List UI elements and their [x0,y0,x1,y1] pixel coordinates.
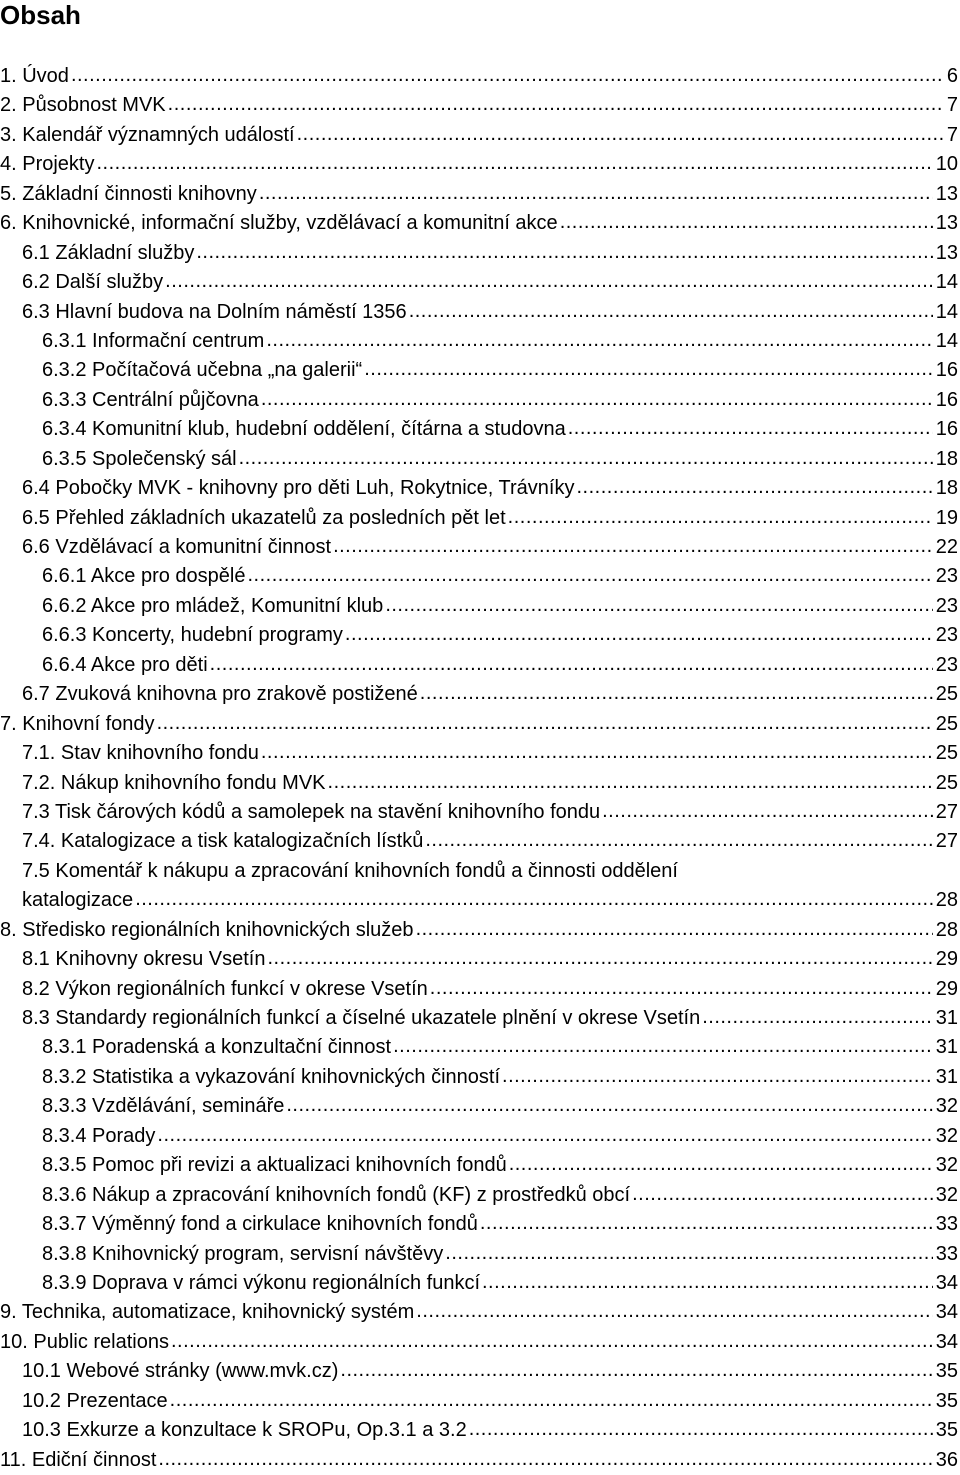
toc-entry-line [22,739,960,768]
toc-entry[interactable] [0,769,960,798]
toc-entry-page-number: 32 [935,1124,958,1147]
toc-entry-page-number: 28 [935,918,958,941]
leader-dots [259,179,933,208]
toc-entry-line [0,710,960,739]
toc-entry-label: 6.3.3 Centrální půjčovna [42,388,259,411]
toc-entry-page-number: 14 [935,300,958,323]
leader-dots [416,915,933,944]
toc-entry-page-number: 32 [935,1183,958,1206]
leader-dots [210,650,933,679]
leader-dots [393,1032,933,1061]
leader-dots [135,885,933,914]
toc-entry-label: 8.3.3 Vzdělávání, semináře [42,1095,285,1118]
toc-entry-page-number: 33 [935,1213,958,1236]
toc-entry[interactable] [0,445,960,474]
toc-entry[interactable] [0,209,960,238]
toc-entry[interactable] [0,62,960,91]
table-of-contents [0,62,960,1475]
toc-entry-label: 8.3.1 Poradenská a konzultační činnost [42,1036,392,1059]
toc-entry-line [0,1328,960,1357]
toc-entry-page-number: 23 [935,565,958,588]
toc-entry-label: 10.3 Exkurze a konzultace k SROPu, Op.3.1 a 3.2 [22,1419,467,1442]
toc-entry-label: 6.3.1 Informační centrum [42,329,265,352]
toc-entry-page-number: 16 [935,359,958,382]
leader-dots [266,326,932,355]
toc-entry-page-number: 23 [935,624,958,647]
toc-entry-line [42,1122,960,1151]
toc-entry[interactable] [0,415,960,444]
toc-entry[interactable] [0,474,960,503]
toc-entry[interactable] [0,1240,960,1269]
toc-entry-page-number: 7 [946,94,958,117]
toc-entry-line [42,445,960,474]
leader-dots [425,826,932,855]
toc-entry-line [42,562,960,591]
leader-dots [261,738,933,767]
toc-entry-line [42,1033,960,1062]
toc-entry[interactable] [0,1357,960,1386]
toc-entry[interactable] [0,239,960,268]
toc-entry-line [0,1446,960,1475]
toc-entry[interactable] [0,1446,960,1475]
toc-entry-page-number: 22 [935,536,958,558]
toc-entry-label: 7.4. Katalogizace a tisk katalogizačních lístků [22,830,424,853]
toc-entry-page-number: 35 [935,1360,958,1383]
toc-entry-label: 6.1 Základní služby [22,241,195,264]
toc-entry[interactable] [0,1298,960,1327]
toc-entry-label: 8.3.2 Statistika a vykazování knihovnických činností [42,1065,501,1088]
toc-entry-label: 6.6.2 Akce pro mládež, Komunitní klub [42,594,384,617]
toc-entry-label: 7. Knihovní fondy [0,712,155,735]
leader-dots [340,1356,932,1385]
toc-entry[interactable] [0,651,960,680]
toc-entry-line [42,415,960,444]
toc-entry[interactable] [0,150,960,179]
toc-entry-page-number: 14 [935,329,958,352]
toc-entry-line [42,1092,960,1121]
toc-entry-page-number: 25 [935,771,958,794]
toc-entry-line [0,209,960,238]
toc-entry-label: 6.3 Hlavní budova na Dolním náměstí 1356 [22,300,407,323]
toc-entry-line [22,1004,960,1033]
toc-entry-line [22,827,960,856]
leader-dots [247,561,932,590]
toc-entry-line [22,886,960,915]
leader-dots [420,679,933,708]
toc-entry-label: 4. Projekty [0,153,95,176]
toc-entry[interactable] [0,1092,960,1121]
leader-dots [345,620,933,649]
toc-entry-page-number: 27 [935,830,958,853]
toc-entry-line [22,268,960,297]
toc-entry-label: 10. Public relations [0,1330,169,1353]
leader-dots [267,944,932,973]
toc-entry-page-number: 16 [935,418,958,441]
toc-entry[interactable] [0,533,960,562]
leader-dots [482,1268,933,1297]
toc-entry-label: 5. Základní činnosti knihovny [0,182,257,205]
toc-entry[interactable] [0,91,960,120]
leader-dots [445,1239,932,1268]
toc-entry[interactable] [0,1122,960,1151]
leader-dots [157,709,933,738]
toc-entry-page-number: 34 [935,1301,958,1324]
leader-dots [632,1180,933,1209]
toc-entry-label: 6.6.4 Akce pro děti [42,653,208,676]
leader-dots [196,238,932,267]
toc-entry-page-number: 14 [935,271,958,294]
leader-dots [96,149,932,178]
toc-entry-line [0,916,960,945]
toc-entry-line [22,504,960,533]
toc-entry-label: 8.3.9 Doprava v rámci výkonu regionálních funkcí [42,1271,480,1294]
leader-dots [171,1327,933,1356]
toc-entry[interactable] [0,710,960,739]
leader-dots [364,355,933,384]
toc-entry-line [42,1240,960,1269]
toc-entry-page-number: 27 [935,800,958,823]
toc-entry-label: 8.3.4 Porady [42,1124,156,1147]
toc-entry-page-number: 31 [935,1036,958,1059]
leader-dots [469,1415,933,1444]
toc-entry[interactable] [0,1004,960,1033]
toc-entry[interactable] [0,1210,960,1239]
toc-entry-label: 10.1 Webové stránky (www.mvk.cz) [22,1360,339,1383]
leader-dots [568,414,933,443]
toc-entry[interactable] [0,180,960,209]
toc-entry-page-number: 35 [935,1419,958,1442]
leader-dots [71,61,944,90]
leader-dots [560,208,933,237]
leader-dots [430,974,933,1003]
toc-entry-page-number: 29 [935,977,958,1000]
toc-entry-page-number: 25 [935,683,958,706]
toc-entry-page-number: 31 [935,1007,958,1029]
leader-dots [602,797,933,826]
toc-entry[interactable] [0,1416,960,1445]
toc-entry-line [42,1269,960,1298]
toc-entry[interactable] [0,1387,960,1416]
toc-entry-label: katalogizace [22,889,134,912]
toc-entry-page-number: 36 [935,1448,958,1471]
leader-dots [328,768,933,797]
toc-entry-label: 11. Ediční činnost [0,1448,157,1471]
toc-entry[interactable] [0,298,960,327]
toc-entry-page-number: 6 [946,65,958,87]
toc-entry-page-number: 25 [935,712,958,735]
toc-entry-line [22,798,960,827]
toc-entry-line [0,180,960,209]
leader-dots [157,1121,932,1150]
toc-entry-label: 6.3.2 Počítačová učebna „na galerii“ [42,359,363,382]
toc-entry-line [22,239,960,268]
leader-dots [261,385,933,414]
toc-entry-line [22,680,960,709]
toc-entry[interactable] [0,827,960,856]
toc-entry-line [22,298,960,327]
toc-entry-line [22,1357,960,1386]
toc-entry-page-number: 23 [935,594,958,617]
leader-dots [702,1003,933,1032]
toc-entry-label: 6.5 Přehled základních ukazatelů za posledních pět let [22,506,506,529]
leader-dots [158,1445,932,1474]
toc-entry-label: 8.1 Knihovny okresu Vsetín [22,948,266,971]
leader-dots [509,1150,933,1179]
toc-entry-label: 10.2 Prezentace [22,1389,168,1412]
leader-dots [576,473,932,502]
toc-entry-line [42,1181,960,1210]
toc-entry[interactable] [0,916,960,945]
toc-entry-line [42,386,960,415]
toc-entry-line [42,1210,960,1239]
toc-entry-page-number: 13 [935,182,958,205]
toc-entry[interactable] [0,1033,960,1062]
toc-entry-page-number: 25 [935,742,958,765]
toc-entry-page-number: 10 [935,153,958,176]
toc-entry[interactable] [0,975,960,1004]
toc-entry-label: 8.3.8 Knihovnický program, servisní návštěvy [42,1242,444,1265]
toc-entry-label: 7.1. Stav knihovního fondu [22,742,259,765]
toc-entry[interactable] [0,386,960,415]
toc-entry-label[interactable]: 7.5 Komentář k nákupu a zpracování knihovních fondů a činnosti oddělení [22,859,678,882]
toc-entry[interactable] [0,504,960,533]
toc-entry-line [0,62,960,91]
toc-entry-line [42,1151,960,1180]
toc-entry-line [0,91,960,120]
toc-entry[interactable] [0,1063,960,1092]
toc-entry-page-number: 28 [935,889,958,912]
toc-entry[interactable] [0,356,960,385]
page-title: Obsah [0,0,81,30]
leader-dots [508,503,933,532]
toc-entry-line [42,356,960,385]
toc-entry-label: 1. Úvod [0,65,69,87]
toc-entry-page-number: 13 [935,212,958,235]
toc-entry[interactable] [0,1151,960,1180]
toc-entry[interactable] [0,121,960,150]
toc-entry-page-number: 16 [935,388,958,411]
toc-entry-line [22,1416,960,1445]
toc-entry-label: 6.3.4 Komunitní klub, hudební oddělení, čítárna a studovna [42,418,566,441]
toc-entry[interactable] [0,1328,960,1357]
toc-entry[interactable] [0,1269,960,1298]
toc-entry-line [42,621,960,650]
toc-entry-page-number: 34 [935,1330,958,1353]
leader-dots [168,90,944,119]
leader-dots [239,444,933,473]
toc-entry[interactable] [0,739,960,768]
toc-entry-page-number: 33 [935,1242,958,1265]
toc-entry-line [22,975,960,1004]
toc-entry-page-number: 34 [935,1271,958,1294]
leader-dots [416,1297,932,1326]
toc-entry-label: 6.6.1 Akce pro dospělé [42,565,246,588]
toc-entry-page-number: 18 [935,447,958,470]
toc-entry-line [22,769,960,798]
leader-dots [333,532,933,561]
leader-dots [165,267,933,296]
toc-entry-line [0,1298,960,1327]
toc-entry-label: 6.7 Zvuková knihovna pro zrakově postižené [22,683,418,706]
leader-dots [297,120,944,149]
toc-entry-line [42,592,960,621]
toc-entry-line [42,327,960,356]
leader-dots [502,1062,933,1091]
toc-entry-label: 6.6 Vzdělávací a komunitní činnost [22,536,332,558]
toc-entry-page-number: 29 [935,948,958,971]
leader-dots [170,1386,933,1415]
toc-entry-label: 7.3 Tisk čárových kódů a samolepek na stavění knihovního fondu [22,800,601,823]
toc-entry-line [22,533,960,562]
toc-entry[interactable] [0,268,960,297]
toc-entry-label: 6. Knihovnické, informační služby, vzdělávací a komunitní akce [0,212,558,235]
toc-entry-line [22,945,960,974]
toc-entry-page-number: 23 [935,653,958,676]
leader-dots [385,591,932,620]
toc-entry-label: 6.2 Další služby [22,271,164,294]
toc-entry-line [42,651,960,680]
toc-entry-label: 8.3 Standardy regionálních funkcí a číselné ukazatele plnění v okrese Vsetín [22,1007,701,1029]
leader-dots [409,297,933,326]
toc-entry[interactable] [0,621,960,650]
toc-entry-line [0,121,960,150]
toc-entry-line [0,150,960,179]
toc-entry-label: 6.3.5 Společenský sál [42,447,237,470]
toc-entry-page-number: 13 [935,241,958,264]
toc-entry[interactable] [0,680,960,709]
toc-entry-page-number: 19 [935,506,958,529]
toc-entry-label: 6.6.3 Koncerty, hudební programy [42,624,343,647]
toc-entry-label: 7.2. Nákup knihovního fondu MVK [22,771,326,794]
toc-entry-line [22,1387,960,1416]
toc-entry[interactable] [0,592,960,621]
toc-entry[interactable] [0,798,960,827]
toc-entry-line [22,474,960,503]
toc-entry-page-number: 31 [935,1065,958,1088]
toc-entry-page-number: 18 [935,477,958,500]
toc-entry-label: 8.3.6 Nákup a zpracování knihovních fondů (KF) z prostředků obcí [42,1183,631,1206]
toc-entry[interactable] [0,1181,960,1210]
toc-entry-label: 8.3.7 Výměnný fond a cirkulace knihovních fondů [42,1213,478,1236]
toc-entry-page-number: 7 [946,123,958,146]
toc-entry-page-number: 32 [935,1154,958,1177]
toc-entry-line [42,1063,960,1092]
toc-entry-label: 2. Působnost MVK [0,94,166,117]
toc-entry-label: 9. Technika, automatizace, knihovnický systém [0,1301,415,1324]
toc-entry[interactable] [0,562,960,591]
toc-entry-label: 8.3.5 Pomoc při revizi a aktualizaci knihovních fondů [42,1154,507,1177]
toc-entry-label: 8.2 Výkon regionálních funkcí v okrese Vsetín [22,977,428,1000]
toc-entry[interactable] [0,945,960,974]
toc-entry-label: 8. Středisko regionálních knihovnických služeb [0,918,414,941]
toc-entry-label: 6.4 Pobočky MVK - knihovny pro děti Luh, Rokytnice, Trávníky [22,477,575,500]
toc-entry-page-number: 35 [935,1389,958,1412]
toc-entry[interactable] [0,327,960,356]
leader-dots [480,1209,933,1238]
leader-dots [286,1091,932,1120]
toc-entry-label: 3. Kalendář významných událostí [0,123,295,146]
toc-entry-page-number: 32 [935,1095,958,1118]
toc-entry[interactable] [0,886,960,915]
